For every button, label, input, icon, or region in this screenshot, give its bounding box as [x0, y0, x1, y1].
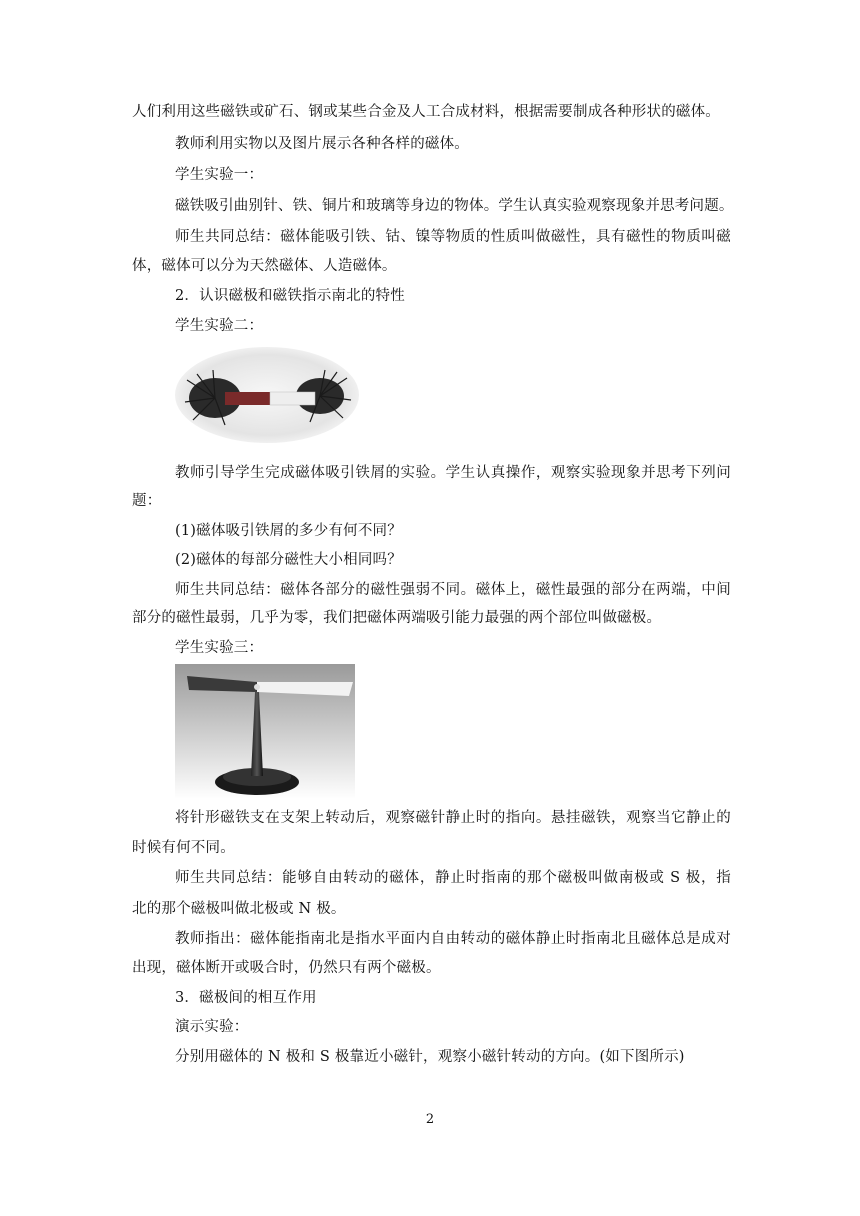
section-label: 学生实验三： — [175, 640, 264, 656]
paragraph-line: 磁铁吸引曲别针、铁、铜片和玻璃等身边的物体。学生认真实验观察现象并思考问题。 — [175, 198, 734, 214]
section-label: 演示实验： — [175, 1019, 249, 1035]
page-number: 2 — [425, 1112, 435, 1127]
section-heading: 3．磁极间的相互作用 — [175, 990, 317, 1006]
question-item: (1)磁体吸引铁屑的多少有何不同？ — [175, 523, 402, 539]
paragraph-line: 出现，磁体断开或吸合时，仍然只有两个磁极。 — [132, 960, 441, 976]
paragraph-line: 师生共同总结：磁体能吸引铁、钴、镍等物质的性质叫做磁性，具有磁性的物质叫磁 — [175, 229, 731, 245]
paragraph-line: 时候有何不同。 — [132, 840, 235, 856]
paragraph-line: 分别用磁体的 N 极和 S 极靠近小磁针，观察小磁针转动的方向。(如下图所示) — [175, 1049, 685, 1065]
paragraph-line: 教师指出：磁体能指南北是指水平面内自由转动的磁体静止时指南北且磁体总是成对 — [175, 931, 731, 947]
paragraph-line: 教师引导学生完成磁体吸引铁屑的实验。学生认真操作，观察实验现象并思考下列问 — [175, 465, 731, 481]
paragraph-line: 人们利用这些磁铁或矿石、钢或某些合金及人工合成材料，根据需要制成各种形状的磁体。 — [132, 104, 720, 120]
paragraph-line: 师生共同总结：能够自由转动的磁体，静止时指南的那个磁极叫做南极或 S 极，指 — [175, 870, 731, 886]
paragraph-line: 师生共同总结：磁体各部分的磁性强弱不同。磁体上，磁性最强的部分在两端，中间 — [175, 582, 731, 598]
paragraph-line: 北的那个磁极叫做北极或 N 极。 — [132, 901, 346, 917]
paragraph-line: 教师利用实物以及图片展示各种各样的磁体。 — [175, 136, 469, 152]
section-heading: 2．认识磁极和磁铁指示南北的特性 — [175, 288, 405, 304]
question-item: (2)磁体的每部分磁性大小相同吗？ — [175, 552, 402, 568]
paragraph-line: 题： — [132, 493, 162, 509]
magnet-iron-filings-figure — [175, 340, 360, 448]
section-label: 学生实验一： — [175, 167, 264, 183]
compass-needle-stand-figure — [175, 664, 355, 799]
paragraph-line: 部分的磁性最弱，几乎为零，我们把磁体两端吸引能力最强的两个部位叫做磁极。 — [132, 610, 662, 626]
paragraph-line: 将针形磁铁支在支架上转动后，观察磁针静止时的指向。悬挂磁铁，观察当它静止的 — [175, 810, 731, 826]
paragraph-line: 体，磁体可以分为天然磁体、人造磁体。 — [132, 258, 397, 274]
section-label: 学生实验二： — [175, 318, 264, 334]
